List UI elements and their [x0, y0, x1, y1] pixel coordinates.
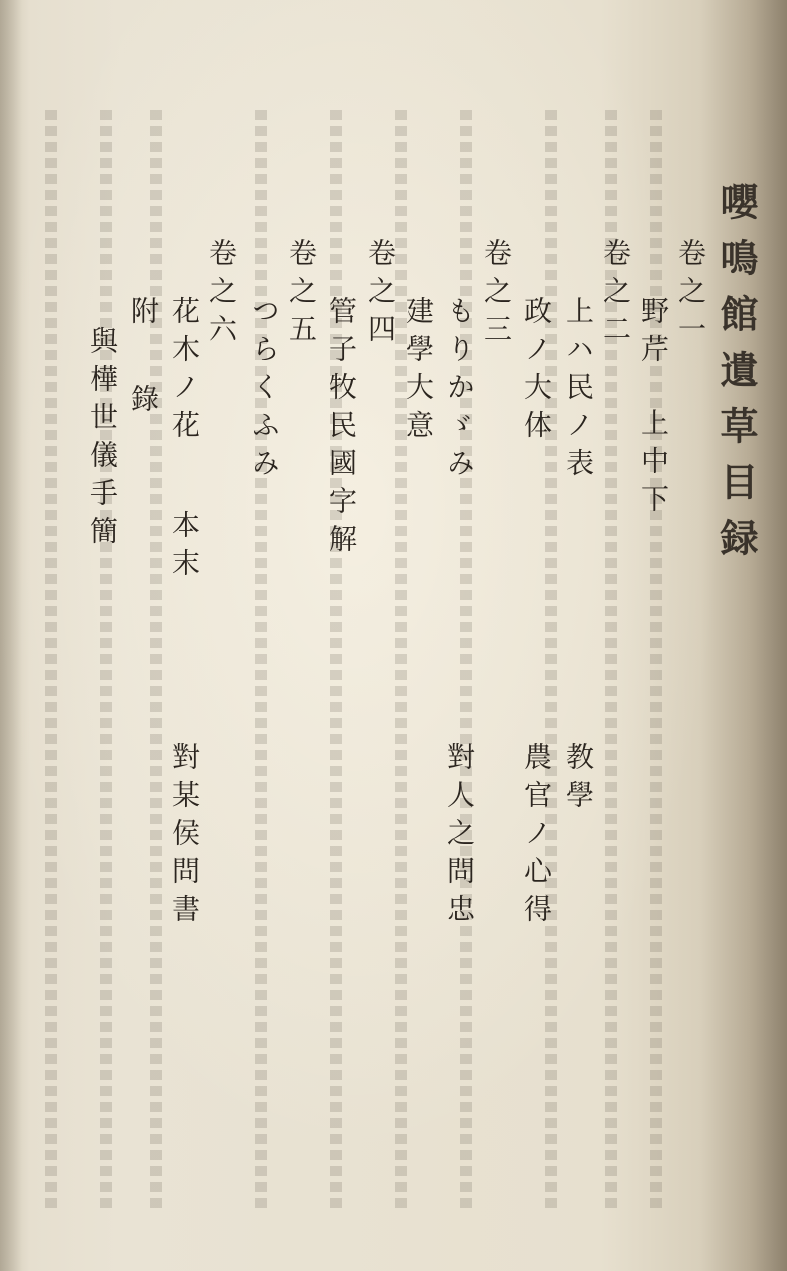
volume-3-heading: 卷之三	[480, 238, 513, 352]
appendix-heading-1: 附	[127, 296, 160, 334]
volume-3-item-2: 建學大意	[402, 296, 435, 448]
volume-3-sub: 對人之問忠	[443, 742, 476, 932]
volume-6-sub: 本末	[168, 510, 201, 586]
bleed-through-text	[150, 110, 162, 1210]
volume-1-item: 野芹	[637, 296, 670, 372]
volume-4-heading: 卷之四	[364, 238, 397, 352]
bleed-through-text	[100, 110, 112, 1210]
appendix-item: 與樺世儀手簡	[86, 326, 119, 554]
volume-3-item: もりかゞみ	[443, 296, 476, 486]
volume-6-item: 花木ノ花	[168, 296, 201, 448]
volume-2-heading: 卷之二	[599, 238, 632, 352]
volume-4-item: 管子牧民國字解	[325, 296, 358, 562]
volume-6-heading: 卷之六	[205, 238, 238, 352]
gutter-shadow	[0, 0, 22, 1271]
volume-2-item: 上ハ民ノ表	[562, 296, 595, 486]
volume-6-extra: 對某侯問書	[168, 742, 201, 932]
appendix-heading-2: 錄	[127, 384, 160, 422]
book-title: 嚶鳴館遺草目録	[714, 182, 759, 574]
volume-2-sub: 教學	[562, 742, 595, 818]
volume-5-item: つらくふみ	[248, 296, 281, 486]
bleed-through-text	[650, 110, 662, 1210]
volume-2-sub-2: 農官ノ心得	[520, 742, 553, 932]
volume-2-item-2: 政ノ大体	[520, 296, 553, 448]
volume-1-heading: 卷之一	[674, 238, 707, 352]
volume-1-sub: 上中下	[637, 408, 670, 522]
bleed-through-text	[45, 110, 57, 1210]
bleed-through-text	[545, 110, 557, 1210]
bleed-through-text	[330, 110, 342, 1210]
bleed-through-text	[460, 110, 472, 1210]
bleed-through-text	[255, 110, 267, 1210]
volume-5-heading: 卷之五	[285, 238, 318, 352]
